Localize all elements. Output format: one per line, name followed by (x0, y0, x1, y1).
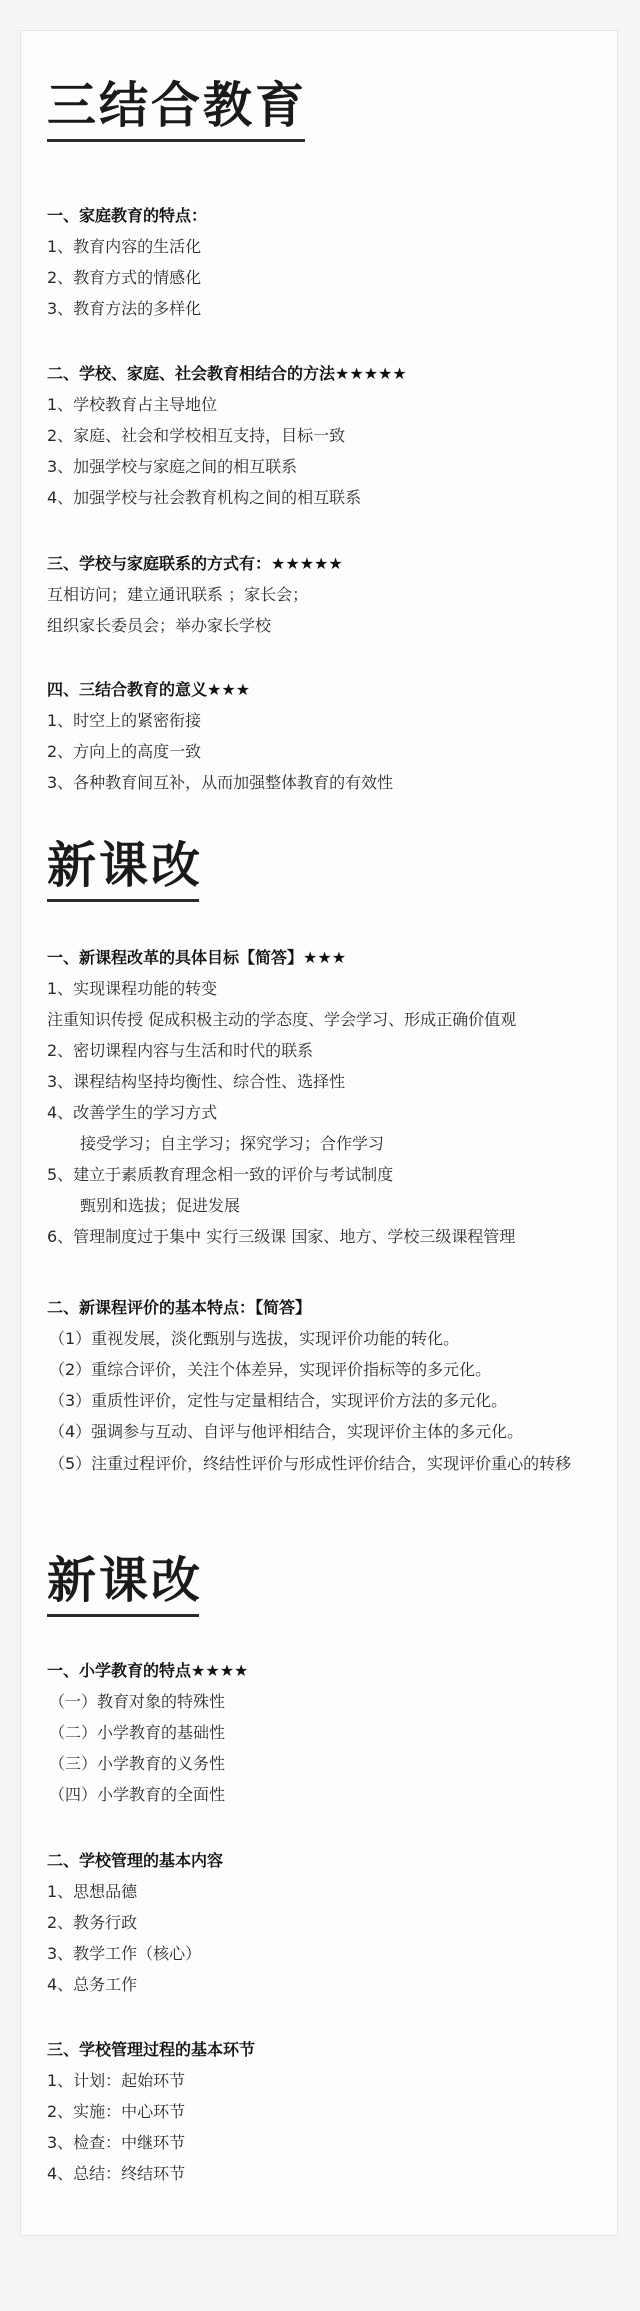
section-heading: 一、小学教育的特点★★★★ (47, 1661, 249, 1680)
list-item: 3、教育方法的多样化 (47, 299, 202, 318)
section-title-three-combined-education: 三结合教育 (47, 77, 308, 134)
document-page (20, 30, 618, 2236)
list-item: 4、加强学校与社会教育机构之间的相互联系 (47, 488, 362, 507)
list-item: 5、建立于素质教育理念相一致的评价与考试制度 (47, 1165, 394, 1184)
section-heading: 三、学校与家庭联系的方式有：★★★★★ (47, 554, 343, 573)
list-item: （3）重质性评价，定性与定量相结合，实现评价方法的多元化。 (49, 1391, 508, 1410)
list-item: 2、方向上的高度一致 (47, 742, 202, 761)
list-item: 组织家长委员会；举办家长学校 (47, 616, 272, 635)
list-item: 2、教育方式的情感化 (47, 268, 202, 287)
list-item: 3、课程结构坚持均衡性、综合性、选择性 (47, 1072, 346, 1091)
list-item: （5）注重过程评价，终结性评价与形成性评价结合，实现评价重心的转移 (49, 1454, 572, 1473)
list-item: 4、改善学生的学习方式 (47, 1103, 218, 1122)
list-item: （1）重视发展，淡化甄别与选拔，实现评价功能的转化。 (49, 1329, 460, 1348)
list-item: 3、加强学校与家庭之间的相互联系 (47, 457, 298, 476)
title-underline (47, 899, 199, 902)
section-heading: 二、新课程评价的基本特点：【简答】 (47, 1298, 312, 1317)
list-item: （4）强调参与互动、自评与他评相结合，实现评价主体的多元化。 (49, 1422, 524, 1441)
list-item: 2、教务行政 (47, 1913, 138, 1932)
list-item: 1、计划：起始环节 (47, 2071, 186, 2090)
list-item: 4、总结：终结环节 (47, 2164, 186, 2183)
list-item: （四）小学教育的全面性 (49, 1785, 226, 1804)
title-underline (47, 1614, 199, 1617)
list-item: 注重知识传授 促成积极主动的学态度、学会学习、形成正确价值观 (47, 1010, 517, 1029)
combination-methods (47, 359, 607, 513)
list-item: （2）重综合评价，关注个体差异，实现评价指标等的多元化。 (49, 1360, 492, 1379)
list-item: 3、教学工作（核心） (47, 1944, 202, 1963)
primary-education-features (47, 1656, 607, 1810)
list-item: 2、家庭、社会和学校相互支持，目标一致 (47, 426, 346, 445)
school-family-contact-methods (47, 549, 607, 641)
list-item: 接受学习；自主学习；探究学习；合作学习 (80, 1134, 385, 1153)
list-item: （一）教育对象的特殊性 (49, 1692, 226, 1711)
list-item: 甄别和选拔；促进发展 (80, 1196, 241, 1215)
section-heading: 一、家庭教育的特点： (47, 206, 208, 225)
significance (47, 675, 607, 798)
list-item: 4、总务工作 (47, 1975, 138, 1994)
list-item: （二）小学教育的基础性 (49, 1723, 226, 1742)
school-management-content (47, 1846, 607, 2000)
section-heading: 一、新课程改革的具体目标【简答】★★★ (47, 948, 347, 967)
list-item: 2、密切课程内容与生活和时代的联系 (47, 1041, 314, 1060)
section-heading: 二、学校管理的基本内容 (47, 1851, 224, 1870)
section-heading: 二、学校、家庭、社会教育相结合的方法★★★★★ (47, 364, 407, 383)
section-heading: 四、三结合教育的意义★★★ (47, 680, 251, 699)
section-heading: 三、学校管理过程的基本环节 (47, 2040, 256, 2059)
list-item: 2、实施：中心环节 (47, 2102, 186, 2121)
list-item: 1、实现课程功能的转变 (47, 979, 218, 998)
list-item: 3、各种教育间互补，从而加强整体教育的有效性 (47, 773, 394, 792)
list-item: 3、检查：中继环节 (47, 2133, 186, 2152)
list-item: 1、思想品德 (47, 1882, 138, 1901)
list-item: 6、管理制度过于集中 实行三级课 国家、地方、学校三级课程管理 (47, 1227, 516, 1246)
section-title-new-curriculum-reform: 新课改 (47, 837, 204, 894)
title-underline (47, 139, 305, 142)
list-item: （三）小学教育的义务性 (49, 1754, 226, 1773)
list-item: 1、教育内容的生活化 (47, 237, 202, 256)
list-item: 1、学校教育占主导地位 (47, 395, 218, 414)
evaluation-features (47, 1293, 607, 1481)
family-education-features (47, 201, 607, 324)
management-process-stages (47, 2035, 607, 2189)
reform-goals (47, 943, 607, 1252)
section-title-new-curriculum-reform-2: 新课改 (47, 1552, 204, 1609)
list-item: 互相访问；建立通讯联系 ；家长会； (47, 585, 309, 604)
list-item: 1、时空上的紧密衔接 (47, 711, 202, 730)
